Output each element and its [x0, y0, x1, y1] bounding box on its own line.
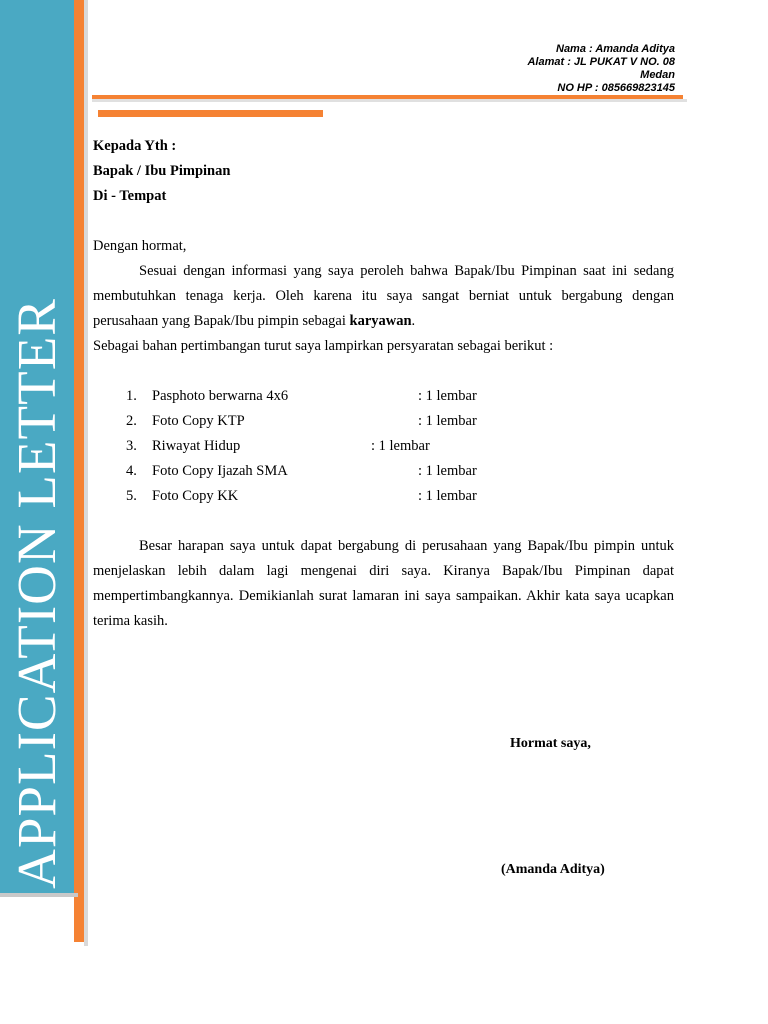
paragraph-closing: Besar harapan saya untuk dapat bergabung di perusahaan yang Bapak/Ibu pimpin untuk menjelaskan lebih dalam lagi mengenai diri saya. Kiranya Bapak/Ibu Pimpinan dapat mempertimbangkannya. Demikianlah surat lamaran ini saya sampaikan. Akhir kata saya ucapkan terima kasih. [93, 538, 674, 629]
recipient-block [93, 134, 674, 209]
list-item-number: 5. [126, 488, 137, 504]
side-title-text: APPLICATION LETTER [6, 298, 67, 889]
side-orange-bar [74, 0, 84, 942]
header-accent-bar [98, 110, 323, 117]
side-title-wrapper [3, 0, 71, 893]
list-item-quantity: : 1 lembar [371, 438, 430, 454]
signature-name: (Amanda Aditya) [501, 862, 605, 877]
attachments-intro: Sebagai bahan pertimbangan turut saya lampirkan persyaratan sebagai berikut : [93, 338, 554, 354]
list-item-quantity: : 1 lembar [418, 463, 477, 479]
list-item-number: 1. [126, 388, 137, 404]
paragraph-intro-text: Sesuai dengan informasi yang saya peroleh bahwa Bapak/Ibu Pimpinan saat ini sedang membutuhkan tenaga kerja. Oleh karena itu saya sangat berniat untuk bergabung dengan perusahaan yang Bapak/Ibu pimpin sebagai [93, 263, 674, 329]
list-item-label: Pasphoto berwarna 4x6 [152, 388, 289, 404]
header-rule-shadow [92, 99, 687, 102]
greeting: Dengan hormat, [93, 238, 187, 254]
recipient-line-2: Bapak / Ibu Pimpinan [93, 163, 231, 179]
list-item-number: 3. [126, 438, 137, 454]
recipient-line-3: Di - Tempat [93, 188, 167, 204]
list-item-quantity: : 1 lembar [418, 488, 477, 504]
list-item [126, 459, 674, 484]
list-item-label: Riwayat Hidup [152, 438, 241, 454]
list-item-label: Foto Copy KTP [152, 413, 245, 429]
list-item-quantity: : 1 lembar [418, 413, 477, 429]
recipient-line-1: Kepada Yth : [93, 138, 177, 154]
side-orange-bar-shadow [84, 0, 88, 946]
paragraph-intro [93, 259, 674, 334]
paragraph-intro-end: . [411, 313, 416, 329]
list-item-label: Foto Copy Ijazah SMA [152, 463, 288, 479]
list-item [126, 434, 674, 459]
list-item [126, 409, 674, 434]
letter-body [93, 134, 674, 634]
list-item-label: Foto Copy KK [152, 488, 239, 504]
side-title-banner-shadow [0, 893, 78, 897]
sender-name: Nama : Amanda Aditya [556, 43, 675, 55]
sender-city: Medan [640, 69, 675, 81]
list-item-number: 2. [126, 413, 137, 429]
closing-salutation: Hormat saya, [510, 736, 591, 751]
list-item-quantity: : 1 lembar [418, 388, 477, 404]
sender-info [527, 43, 675, 95]
header-rule [92, 95, 683, 99]
list-item [126, 384, 674, 409]
sender-address: Alamat : JL PUKAT V NO. 08 [527, 56, 675, 68]
list-item [126, 484, 674, 509]
paragraph-intro-emphasis: karyawan [349, 313, 412, 329]
list-item-number: 4. [126, 463, 137, 479]
requirements-list [126, 384, 674, 509]
sender-phone: NO HP : 085669823145 [557, 82, 675, 94]
